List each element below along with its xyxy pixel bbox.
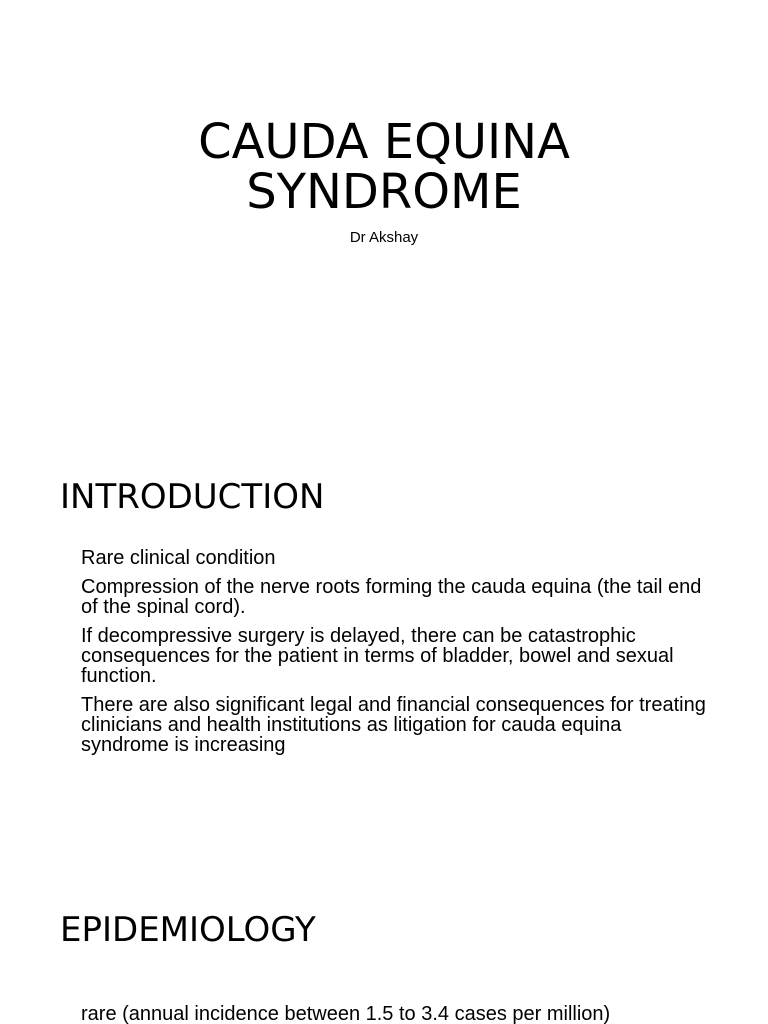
introduction-bullet-list xyxy=(81,548,707,764)
list-item: There are also significant legal and financial consequences for treating clinicians and health institutions as litigation for cauda equina syndrome is increasing xyxy=(81,694,706,756)
list-item: If decompressive surgery is delayed, there can be catastrophic consequences for the patient in terms of bladder, bowel and sexual function. xyxy=(81,625,674,687)
epidemiology-bullet-list xyxy=(81,1004,707,1024)
introduction-heading: INTRODUCTION xyxy=(60,477,325,517)
slide-title-text: CAUDA EQUINA SYNDROME xyxy=(198,114,570,220)
list-item: Compression of the nerve roots forming the cauda equina (the tail end of the spinal cord). xyxy=(81,576,702,618)
epidemiology-heading: EPIDEMIOLOGY xyxy=(60,910,316,950)
slide-title xyxy=(0,114,768,220)
list-item: rare (annual incidence between 1.5 to 3.4 cases per million) xyxy=(81,1004,611,1024)
slide-subtitle-author: Dr Akshay xyxy=(349,229,419,246)
list-item: Rare clinical condition xyxy=(81,547,276,569)
